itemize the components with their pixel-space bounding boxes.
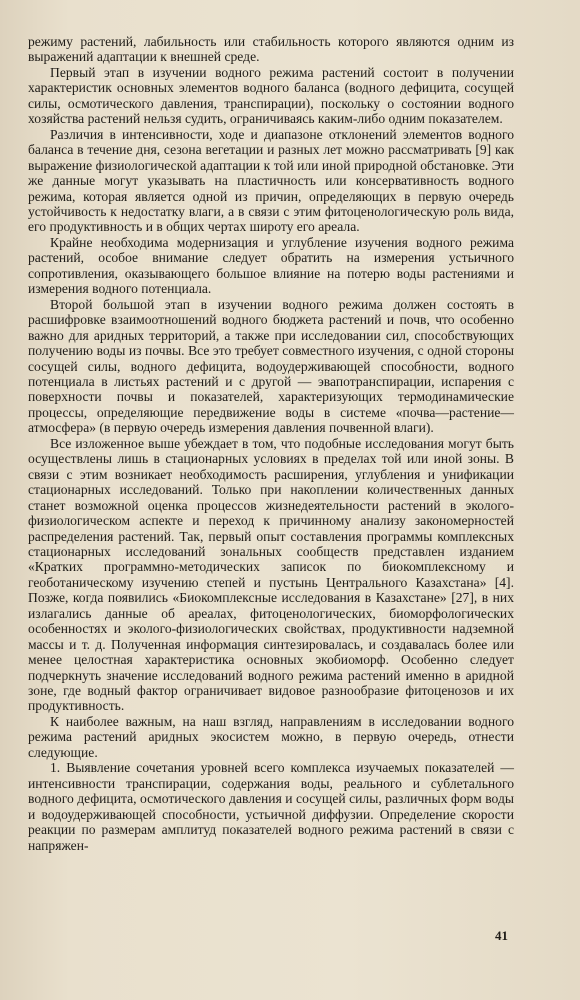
- paragraph-list-item: 1. Выявление сочетания уровней всего комплекса изучаемых показателей — интенсивности транспирации, содержания воды, реального и сублетального водного дефицита, осмотического давления и сосущей силы, различных форм воды и водоудерживающей способности, устьичной диффузии. Определение скорости реакции по размерам амплитуд показателей водного режима растений в связи с напряжен-: [28, 760, 514, 853]
- paragraph: К наиболее важным, на наш взгляд, направлениям в исследовании водного режима растений аридных экосистем можно, в первую очередь, отнести следующие.: [28, 713, 514, 760]
- paragraph-continued: режиму растений, лабильность или стабильность которого являются одним из выражений адаптации к внешней среде.: [28, 34, 514, 65]
- paragraph: Первый этап в изучении водного режима растений состоит в получении характеристик основных элементов водного баланса (водного дефицита, сосущей силы, осмотического давления, транспирации), поскольку о состоянии водного хозяйства растений нельзя судить, ограничиваясь каким-либо одним показателем.: [28, 64, 514, 127]
- paragraph: Различия в интенсивности, ходе и диапазоне отклонений элементов водного баланса в течение дня, сезона вегетации и разных лет можно рассматривать [9] как выражение физиологической адаптации к той или иной природной обстановке. Эти же данные могут указывать на пластичность или консервативность водного режима, которая является одной из причин, определяющих в первую очередь устойчивость к недостатку влаги, а в связи с этим фитоценологическую роль вида, его продуктивность и в общих чертах широту его ареала.: [28, 126, 514, 235]
- paragraph: Второй большой этап в изучении водного режима должен состоять в расшифровке взаимоотношений водного бюджета растений и почв, что особенно важно для аридных территорий, а также при исследовании сил, способствующих получению воды из почвы. Все это требует совместного изучения, с одной стороны сосущей силы, водного дефицита, водоудерживающей способности, водного потенциала в листьях растений и с другой — эвапотранспирации, испарения с поверхности почвы и показателей, характеризующих термодинамические процессы, определяющие передвижение воды в системе «почва—растение—атмосфера» (в первую очередь измерения давления почвенной влаги).: [28, 296, 514, 436]
- paragraph: Все изложенное выше убеждает в том, что подобные исследования могут быть осуществлены лишь в стационарных условиях в пределах той или иной зоны. В связи с этим возникает необходимость расширения, углубления и унификации стационарных исследований. Только при накоплении количественных данных станет возможной оценка процессов жизнедеятельности растений в эколого-физиологическом аспекте и переход к причинному анализу закономерностей распределения растений. Так, первый опыт составления программы комплексных стационарных исследований зональных сообществ представлен изданием «Кратких программно-методических записок по биокомплексному и геоботаническому изучению степей и пустынь Центрального Казахстана» [4]. Позже, когда появились «Биокомплексные исследования в Казахстане» [27], в них излагались данные об ареалах, фитоценологических, биоморфологических особенностях и эколого-физиологических свойствах, продуктивности надземной массы и т. д. Полученная информация синтезировалась, и создавалась более или менее целостная характеристика основных экобиоморф. Особенно следует подчеркнуть значение исследований водного режима растений именно в аридной зоне, где водный фактор ограничивает видовое разнообразие фитоценозов и их продуктивность.: [28, 435, 514, 714]
- page-number: 41: [495, 928, 508, 943]
- paragraph: Крайне необходима модернизация и углубление изучения водного режима растений, особое внимание следует обратить на измерения устьичного сопротивления, оказывающего большое влияние на потерю воды растениями и измерения водного потенциала.: [28, 234, 514, 297]
- body-text: [28, 34, 514, 853]
